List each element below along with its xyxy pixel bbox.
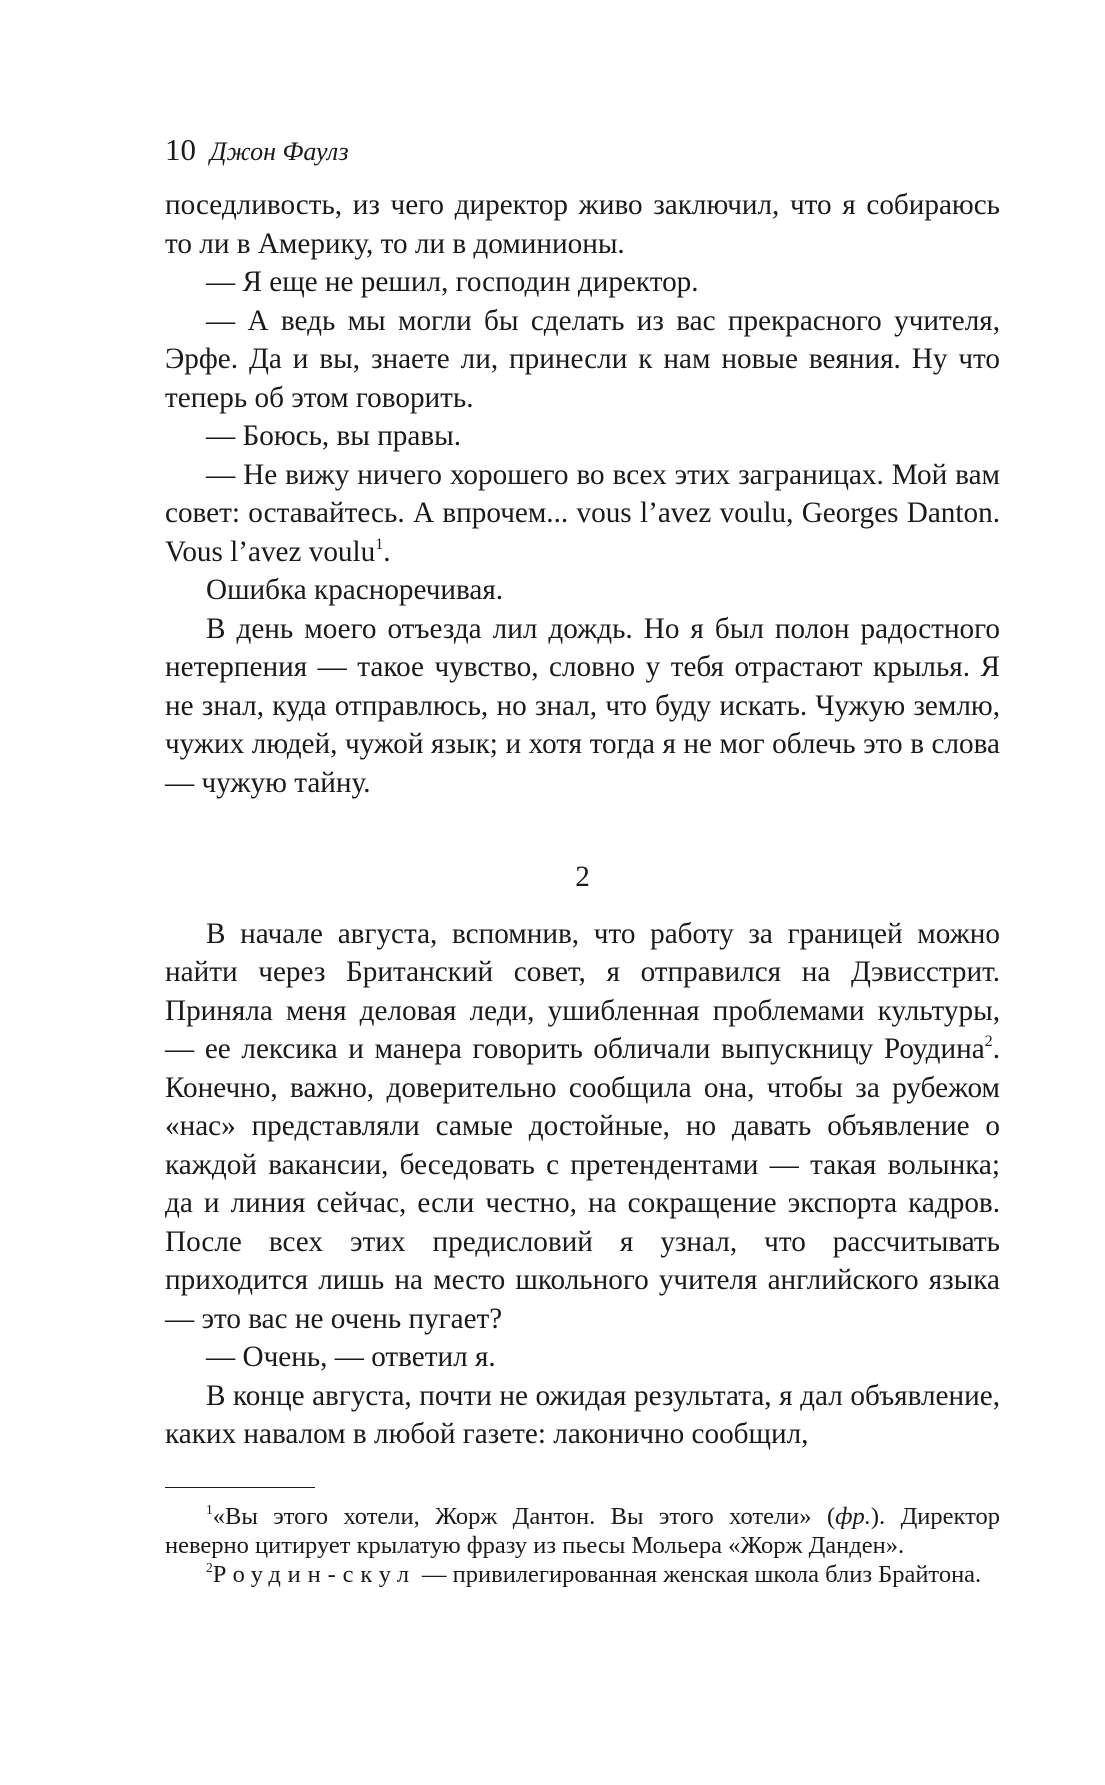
author-name: Джон Фаулз — [210, 137, 349, 166]
footnote-mark: 1 — [206, 1501, 213, 1517]
footnote-mark: 2 — [206, 1559, 213, 1575]
body-text-bottom — [165, 915, 1000, 1454]
footnote-divider — [165, 1487, 315, 1488]
paragraph-text: В начале августа, вспомнив, что работу за границей можно найти через Британский совет, я отправился на Дэвисстрит. Приняла меня деловая леди, ушибленная проблемами культуры, — ее лексика и манера говорить обличали выпускницу Роудина — [165, 917, 1000, 1065]
paragraph-text: . Конечно, важно, доверительно сообщила она, чтобы за рубежом «нас» представляли самые достойные, но давать объявление о каждой вакансии, беседовать с претендентами — такая волынка; да и линия сейчас, если честно, на сокращение экспорта кадров. После всех этих предисловий я узнал, что рассчитывать приходится лишь на место школьного учителя английского языка — это вас не очень пугает? — [165, 1033, 1000, 1335]
body-text-top — [165, 186, 1000, 802]
footnote-reference: 1 — [375, 535, 384, 553]
book-page — [165, 130, 1000, 1589]
dialogue-line: — Боюсь, вы правы. — [206, 420, 462, 452]
paragraph: Ошибка красноречивая. — [206, 574, 504, 606]
paragraph — [165, 915, 1000, 1339]
footnote: $^2$Роудин-скул — привилегированная женская школа близ Брайтона. — [206, 1559, 982, 1588]
footnotes — [165, 1502, 1000, 1589]
chapter-number: 2 — [575, 861, 590, 893]
footnote-term: Роудин-скул — [212, 1560, 416, 1588]
paragraph: поседливость, из чего директор живо заключил, что я собираюсь то ли в Америку, то ли в доминионы. — [165, 189, 1000, 260]
language-abbreviation: фр. — [835, 1502, 871, 1530]
paragraph: В конце августа, почти не ожидая результата, я дал объявление, каких навалом в любой газете: лаконично сообщил, — [165, 1379, 1000, 1450]
footnote: $^1$«Вы этого хотели, Жорж Дантон. Вы этого хотели» (фр.). Директор неверно цитирует крылатую фразу из пьесы Мольера «Жорж Данден». — [165, 1501, 1000, 1559]
page-number: 10 — [165, 132, 196, 167]
paragraph: В день моего отъезда лил дождь. Но я был полон радостного нетерпения — такое чувство, словно у тебя отрастают крылья. Я не знал, куда отправлюсь, но знал, что буду искать. Чужую землю, чужих людей, чужой язык; и хотя тогда я не мог облечь это в слова — чужую тайну. — [165, 612, 1000, 799]
dialogue-line: — Я еще не решил, господин директор. — [206, 266, 699, 298]
running-head — [165, 130, 1000, 186]
sentence-end: . — [383, 535, 391, 568]
dialogue-text: — Не вижу ничего хорошего во всех этих заграницах. Мой вам совет: оставайтесь. А впрочем... vous l’avez voulu, Georges Danton. Vous l’avez voulu — [165, 458, 1000, 568]
dialogue-line: — Очень, — ответил я. — [206, 1341, 496, 1373]
dialogue-line — [165, 456, 1000, 572]
footnote-reference: 2 — [984, 1032, 993, 1050]
dialogue-line: — А ведь мы могли бы сделать из вас прекрасного учителя, Эрфе. Да и вы, знаете ли, принесли к нам новые веяния. Ну что теперь об этом говорить. — [165, 304, 1000, 414]
